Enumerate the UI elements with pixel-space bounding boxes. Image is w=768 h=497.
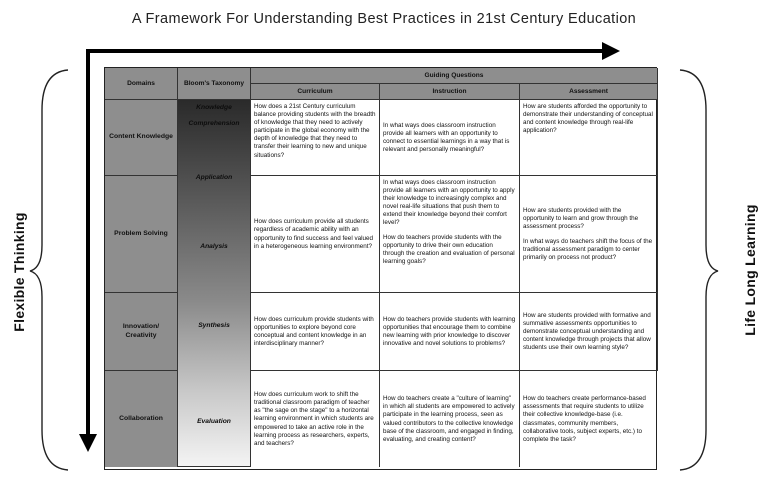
right-brace [680, 70, 718, 470]
instruction-problem-solving [380, 176, 520, 293]
instruction-innovation-creativity [380, 293, 520, 371]
life-long-learning-label: Life Long Learning [742, 204, 758, 336]
header-guiding-questions: Guiding Questions [251, 68, 658, 84]
instruction-collaboration [380, 371, 520, 467]
assessment-problem-solving [520, 176, 658, 293]
header-assessment: Assessment [520, 84, 658, 100]
curriculum-collaboration: How does curriculum work to shift the traditional classroom paradigm of teacher as "the sage on the stage" to a horizontal learning environment in which students are empowered to take an active role in the learning process as researchers, experts, and teachers? [251, 371, 380, 467]
question-text: In what ways do teachers shift the focus of the traditional assessment paradigm to center primarily on process not product? [523, 237, 653, 261]
assessment-innovation-creativity [520, 293, 658, 371]
curriculum-content-knowledge: How does a 21st Century curriculum balance providing students with the breadth of knowledge that they need to actively participate in the global economy with the depth of knowledge that they need to transfer their learning to new and unique situations? [251, 100, 380, 176]
right-arrowhead [602, 42, 620, 60]
blooms-taxonomy-column [178, 100, 251, 467]
bloom-evaluation: Evaluation [197, 418, 231, 425]
domain-problem-solving: Problem Solving [105, 176, 178, 293]
domain-content-knowledge: Content Knowledge [105, 100, 178, 176]
question-text: How do teachers provide students with learning opportunities that encourage them to combine new learning with prior knowledge to discover innovative and novel solutions to problems? [383, 315, 516, 348]
bloom-analysis: Analysis [200, 243, 228, 250]
question-text: How are students afforded the opportunity to demonstrate their understanding of conceptual and content knowledge through real-life application? [523, 103, 653, 135]
assessment-content-knowledge [520, 100, 658, 176]
question-text: How are students provided with the opportunity to learn and grow through the assessment process? [523, 207, 639, 231]
domain-collaboration: Collaboration [105, 371, 178, 467]
page-title: A Framework For Understanding Best Practices in 21st Century Education [131, 11, 637, 27]
down-arrowhead [79, 434, 97, 452]
framework-table [104, 67, 657, 470]
question-text: How do teachers create a "culture of learning" in which all students are empowered to actively participate in the learning process, seen as valued contributors to the collective knowledge base of the classroom, and engaged in finding, evaluating, and creating content? [383, 395, 515, 443]
flexible-thinking-label: Flexible Thinking [11, 212, 27, 332]
domain-innovation-creativity: Innovation/ Creativity [105, 293, 178, 371]
header-blooms-taxonomy: Bloom's Taxonomy [178, 68, 251, 100]
curriculum-innovation-creativity: How does curriculum provide students with opportunities to explore beyond core conceptual and content knowledge in an interdisciplinary manner? [251, 293, 380, 371]
assessment-collaboration [520, 371, 658, 467]
header-curriculum: Curriculum [251, 84, 380, 100]
question-text: How do teachers provide students with the opportunity to drive their own education through the creation and evaluation of personal learning goals? [383, 233, 515, 265]
question-text: How do teachers create performance-based assessments that require students to utilize their collective knowledge-base (i.e. classmates, community members, collaborative tools, subject experts, etc.) to complete the task? [523, 395, 646, 443]
question-text: How are students provided with formative and summative assessments opportunities to demonstrate conceptual understanding and content knowledge through projects that allow students use their own learning style? [523, 311, 651, 352]
bloom-application: Application [195, 174, 233, 181]
bloom-comprehension: Comprehension [188, 120, 240, 127]
question-text: In what ways does classroom instruction provide all learners with an opportunity to connect to essential learnings in a way that is relevant and personally meaningful? [383, 121, 510, 154]
bloom-synthesis: Synthesis [198, 322, 230, 329]
instruction-content-knowledge [380, 100, 520, 176]
header-domains: Domains [105, 68, 178, 100]
question-text: In what ways does classroom instruction provide all learners with an opportunity to apply their knowledge to increasingly complex and novel real-life situations that push them to extend their knowledge beyond their comfort level? [383, 179, 515, 227]
left-brace [30, 70, 68, 470]
curriculum-problem-solving: How does curriculum provide all students regardless of academic ability with an opportunity to find success and feel valued in a heterogeneous learning environment? [251, 176, 380, 293]
header-instruction: Instruction [380, 84, 520, 100]
bloom-knowledge: Knowledge [196, 104, 232, 111]
